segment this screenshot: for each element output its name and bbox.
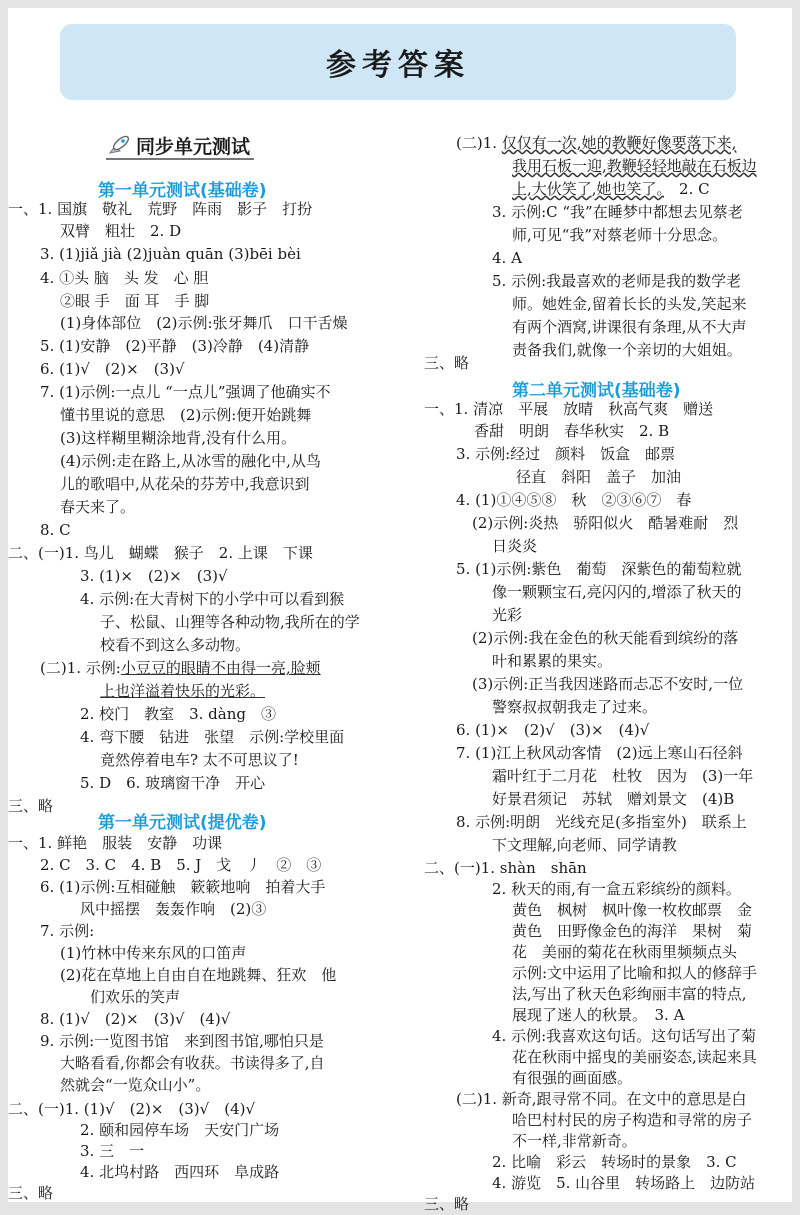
wavy-underlined-answer: 我用石板一迎,教鞭轻轻地敲在石板边 bbox=[512, 157, 757, 175]
answer-line: 好景君须记 苏轼 赠刘景文 (4)B bbox=[492, 790, 735, 808]
answer-line: 春天来了。 bbox=[60, 498, 136, 516]
answer-line: (4)示例:走在路上,从冰雪的融化中,从鸟 bbox=[60, 452, 321, 470]
answer-line: 校看不到这么多动物。 bbox=[100, 636, 251, 654]
answer-line: 三、略 bbox=[424, 354, 470, 372]
answer-line: 黄色 田野像金色的海洋 果树 菊 bbox=[512, 922, 753, 940]
answer-line: 2. 校门 教室 3. dàng ③ bbox=[80, 705, 276, 723]
answer-text: (二)1. bbox=[456, 134, 502, 152]
answer-line: 哈巴村村民的房子构造和寻常的房子 bbox=[512, 1111, 753, 1129]
answer-line: 7. (1)江上秋风动客情 (2)远上寒山石径斜 bbox=[456, 744, 743, 762]
answer-line: 3. 三 一 bbox=[80, 1142, 145, 1160]
answer-line: 3. (1)× (2)× (3)√ bbox=[80, 567, 228, 585]
answer-line: 子、松鼠、山狸等各种动物,我所在的学 bbox=[100, 613, 360, 631]
answer-line: 霜叶红于二月花 杜牧 因为 (3)一年 bbox=[492, 767, 754, 785]
answer-line: (2)示例:炎热 骄阳似火 酷暑难耐 烈 bbox=[472, 514, 739, 532]
answer-line: 5. D 6. 玻璃窗干净 开心 bbox=[80, 774, 266, 792]
answer-line: 一、1. 国旗 敬礼 荒野 阵雨 影子 打扮 bbox=[8, 200, 313, 218]
answer-line: 师。她姓金,留着长长的头发,笑起来 bbox=[512, 295, 747, 313]
answer-line: 4. 北坞村路 西四环 阜成路 bbox=[80, 1163, 280, 1181]
answer-line: 2. 秋天的雨,有一盒五彩缤纷的颜料。 bbox=[492, 880, 741, 898]
answer-line: 4. (1)①④⑤⑧ 秋 ②③⑥⑦ 春 bbox=[456, 491, 692, 509]
answer-line: (二)1. 新奇,跟寻常不同。在文中的意思是白 bbox=[456, 1090, 747, 1108]
answer-line: 4. ①头 脑 头 发 心 胆 bbox=[40, 269, 209, 287]
answer-line: 4. 弯下腰 钻进 张望 示例:学校里面 bbox=[80, 728, 345, 746]
answer-line: 有很强的画面感。 bbox=[512, 1069, 633, 1087]
answer-line: (2)花在草地上自由自在地跳舞、狂欢 他 bbox=[60, 966, 337, 984]
answer-line: 风中摇摆 轰轰作响 (2)③ bbox=[80, 900, 267, 918]
answer-line: (3)这样糊里糊涂地背,没有什么用。 bbox=[60, 429, 297, 447]
answer-line: 竟然停着电车? 太不可思议了! bbox=[100, 751, 299, 769]
answer-line: 法,写出了秋天色彩绚丽丰富的特点, bbox=[512, 985, 747, 1003]
answer-line: 8. C bbox=[40, 521, 71, 539]
page-title: 参考答案 bbox=[326, 48, 470, 83]
answer-line: 二、(一)1. shàn shān bbox=[424, 859, 587, 877]
answer-line: 2. C 3. C 4. B 5. J 戈 丿 ② ③ bbox=[40, 856, 322, 874]
answer-line: 7. (1)示例:一点儿 “一点儿”强调了他确实不 bbox=[40, 383, 331, 401]
answer-line: 2. 颐和园停车场 天安门广场 bbox=[80, 1121, 280, 1139]
answer-line: 师,可见“我”对蔡老师十分思念。 bbox=[512, 226, 728, 244]
answer-line: 3. (1)jiǎ jià (2)juàn quān (3)bēi bèi bbox=[40, 245, 301, 263]
answer-line: 下文理解,向老师、同学请教 bbox=[492, 836, 677, 854]
unit2-basic-heading: 第二单元测试(基础卷) bbox=[512, 381, 681, 401]
answer-line: 花 美丽的菊花在秋雨里频频点头 bbox=[512, 943, 738, 961]
answer-page bbox=[8, 8, 792, 1213]
answer-line: 三、略 bbox=[8, 1184, 54, 1202]
section-title-text: 同步单元测试 bbox=[136, 135, 251, 158]
answer-line: 3. 示例:C “我”在睡梦中都想去见蔡老 bbox=[492, 203, 743, 221]
answer-line: ②眼 手 面 耳 手 脚 bbox=[60, 292, 210, 310]
answer-line: 5. 示例:我最喜欢的老师是我的数学老 bbox=[492, 272, 742, 290]
answer-line: 2. 比喻 彩云 转场时的景象 3. C bbox=[492, 1153, 737, 1171]
answer-line: 二、(一)1. (1)√ (2)× (3)√ (4)√ bbox=[8, 1100, 256, 1118]
answer-line: 6. (1)√ (2)× (3)√ bbox=[40, 360, 185, 378]
answer-line: 大略看看,你都会有收获。书读得多了,自 bbox=[60, 1054, 325, 1072]
answer-line: (2)示例:我在金色的秋天能看到缤纷的落 bbox=[472, 629, 739, 647]
answer-line: 然就会“一览众山小”。 bbox=[60, 1076, 211, 1094]
answer-line: 们欢乐的笑声 bbox=[90, 988, 181, 1006]
unit1-advanced-heading: 第一单元测试(提优卷) bbox=[98, 813, 267, 833]
answer-line: 黄色 枫树 枫叶像一枚枚邮票 金 bbox=[512, 901, 753, 919]
answer-line: 一、1. 鲜艳 服装 安静 功课 bbox=[8, 834, 223, 852]
answer-line bbox=[40, 657, 321, 679]
answer-line: 双臂 粗壮 2. D bbox=[60, 222, 182, 240]
answer-line: 8. 示例:明朗 光线充足(多指室外) 联系上 bbox=[456, 813, 747, 831]
answer-line bbox=[456, 132, 736, 154]
unit1-basic-heading: 第一单元测试(基础卷) bbox=[98, 181, 267, 201]
answer-line: 叶和累累的果实。 bbox=[492, 652, 613, 670]
wavy-underlined-answer: 上,大伙笑了,她也笑了。 bbox=[512, 180, 665, 198]
section-title bbox=[106, 132, 254, 160]
answer-line: 花在秋雨中摇曳的美丽姿态,读起来具 bbox=[512, 1048, 757, 1066]
answer-line: 儿的歌唱中,从花朵的芬芳中,我意识到 bbox=[60, 475, 310, 493]
answer-line: (3)示例:正当我因迷路而忐忑不安时,一位 bbox=[472, 675, 744, 693]
answer-line: 3. 示例:经过 颜料 饭盒 邮票 bbox=[456, 445, 676, 463]
answer-line: 懂书里说的意思 (2)示例:便开始跳舞 bbox=[60, 406, 312, 424]
answer-line: 日炎炎 bbox=[492, 537, 538, 555]
underlined-answer: 小豆豆的眼睛不由得一亮,脸颊 bbox=[120, 659, 321, 677]
wavy-underlined-answer: 仅仅有一次,她的教鞭好像要落下来, bbox=[501, 134, 737, 152]
underlined-answer: 上也洋溢着快乐的光彩。 bbox=[100, 682, 266, 700]
answer-line: 7. 示例: bbox=[40, 922, 95, 940]
answer-line: 9. 示例:一览图书馆 来到图书馆,哪怕只是 bbox=[40, 1032, 324, 1050]
answer-line: 二、(一)1. 鸟儿 蝴蝶 猴子 2. 上课 下课 bbox=[8, 544, 313, 562]
answer-line: 展现了迷人的秋景。 3. A bbox=[512, 1006, 685, 1024]
answer-line: 三、略 bbox=[8, 797, 54, 815]
answer-line bbox=[512, 178, 710, 200]
answer-line: 5. (1)安静 (2)平静 (3)冷静 (4)清静 bbox=[40, 337, 310, 355]
answer-line: 三、略 bbox=[424, 1195, 470, 1213]
answer-line: 不一样,非常新奇。 bbox=[512, 1132, 637, 1150]
answer-text: 2. C bbox=[664, 180, 710, 198]
answer-text: (二)1. 示例: bbox=[40, 659, 121, 677]
title-banner bbox=[60, 24, 736, 100]
answer-line: (1)竹林中传来东风的口笛声 bbox=[60, 944, 247, 962]
answer-line: 像一颗颗宝石,亮闪闪的,增添了秋天的 bbox=[492, 583, 742, 601]
answer-line: 光彩 bbox=[492, 606, 523, 624]
rocket-icon bbox=[106, 133, 132, 157]
answer-line: 有两个酒窝,讲课很有条理,从不大声 bbox=[512, 318, 747, 336]
answer-line: 4. 示例:我喜欢这句话。这句话写出了菊 bbox=[492, 1027, 757, 1045]
answer-line: 4. A bbox=[492, 249, 522, 267]
answer-line: 4. 游览 5. 山谷里 转场路上 边防站 bbox=[492, 1174, 756, 1192]
answer-line: 责备我们,就像一个亲切的大姐姐。 bbox=[512, 341, 742, 359]
answer-line: (1)身体部位 (2)示例:张牙舞爪 口干舌燥 bbox=[60, 314, 348, 332]
answer-line: 示例:文中运用了比喻和拟人的修辞手 bbox=[512, 964, 758, 982]
answer-line: 警察叔叔朝我走了过来。 bbox=[492, 698, 658, 716]
answer-line: 4. 示例:在大青树下的小学中可以看到猴 bbox=[80, 590, 345, 608]
answer-line: 香甜 明朗 春华秋实 2. B bbox=[474, 422, 670, 440]
answer-line: 径直 斜阳 盖子 加油 bbox=[516, 468, 682, 486]
answer-line: 8. (1)√ (2)× (3)√ (4)√ bbox=[40, 1010, 231, 1028]
answer-line: 6. (1)× (2)√ (3)× (4)√ bbox=[456, 721, 650, 739]
answer-line: 一、1. 清凉 平展 放晴 秋高气爽 赠送 bbox=[424, 400, 714, 418]
answer-line: 6. (1)示例:互相碰触 簌簌地响 拍着大手 bbox=[40, 878, 326, 896]
answer-line: 5. (1)示例:紫色 葡萄 深紫色的葡萄粒就 bbox=[456, 560, 742, 578]
